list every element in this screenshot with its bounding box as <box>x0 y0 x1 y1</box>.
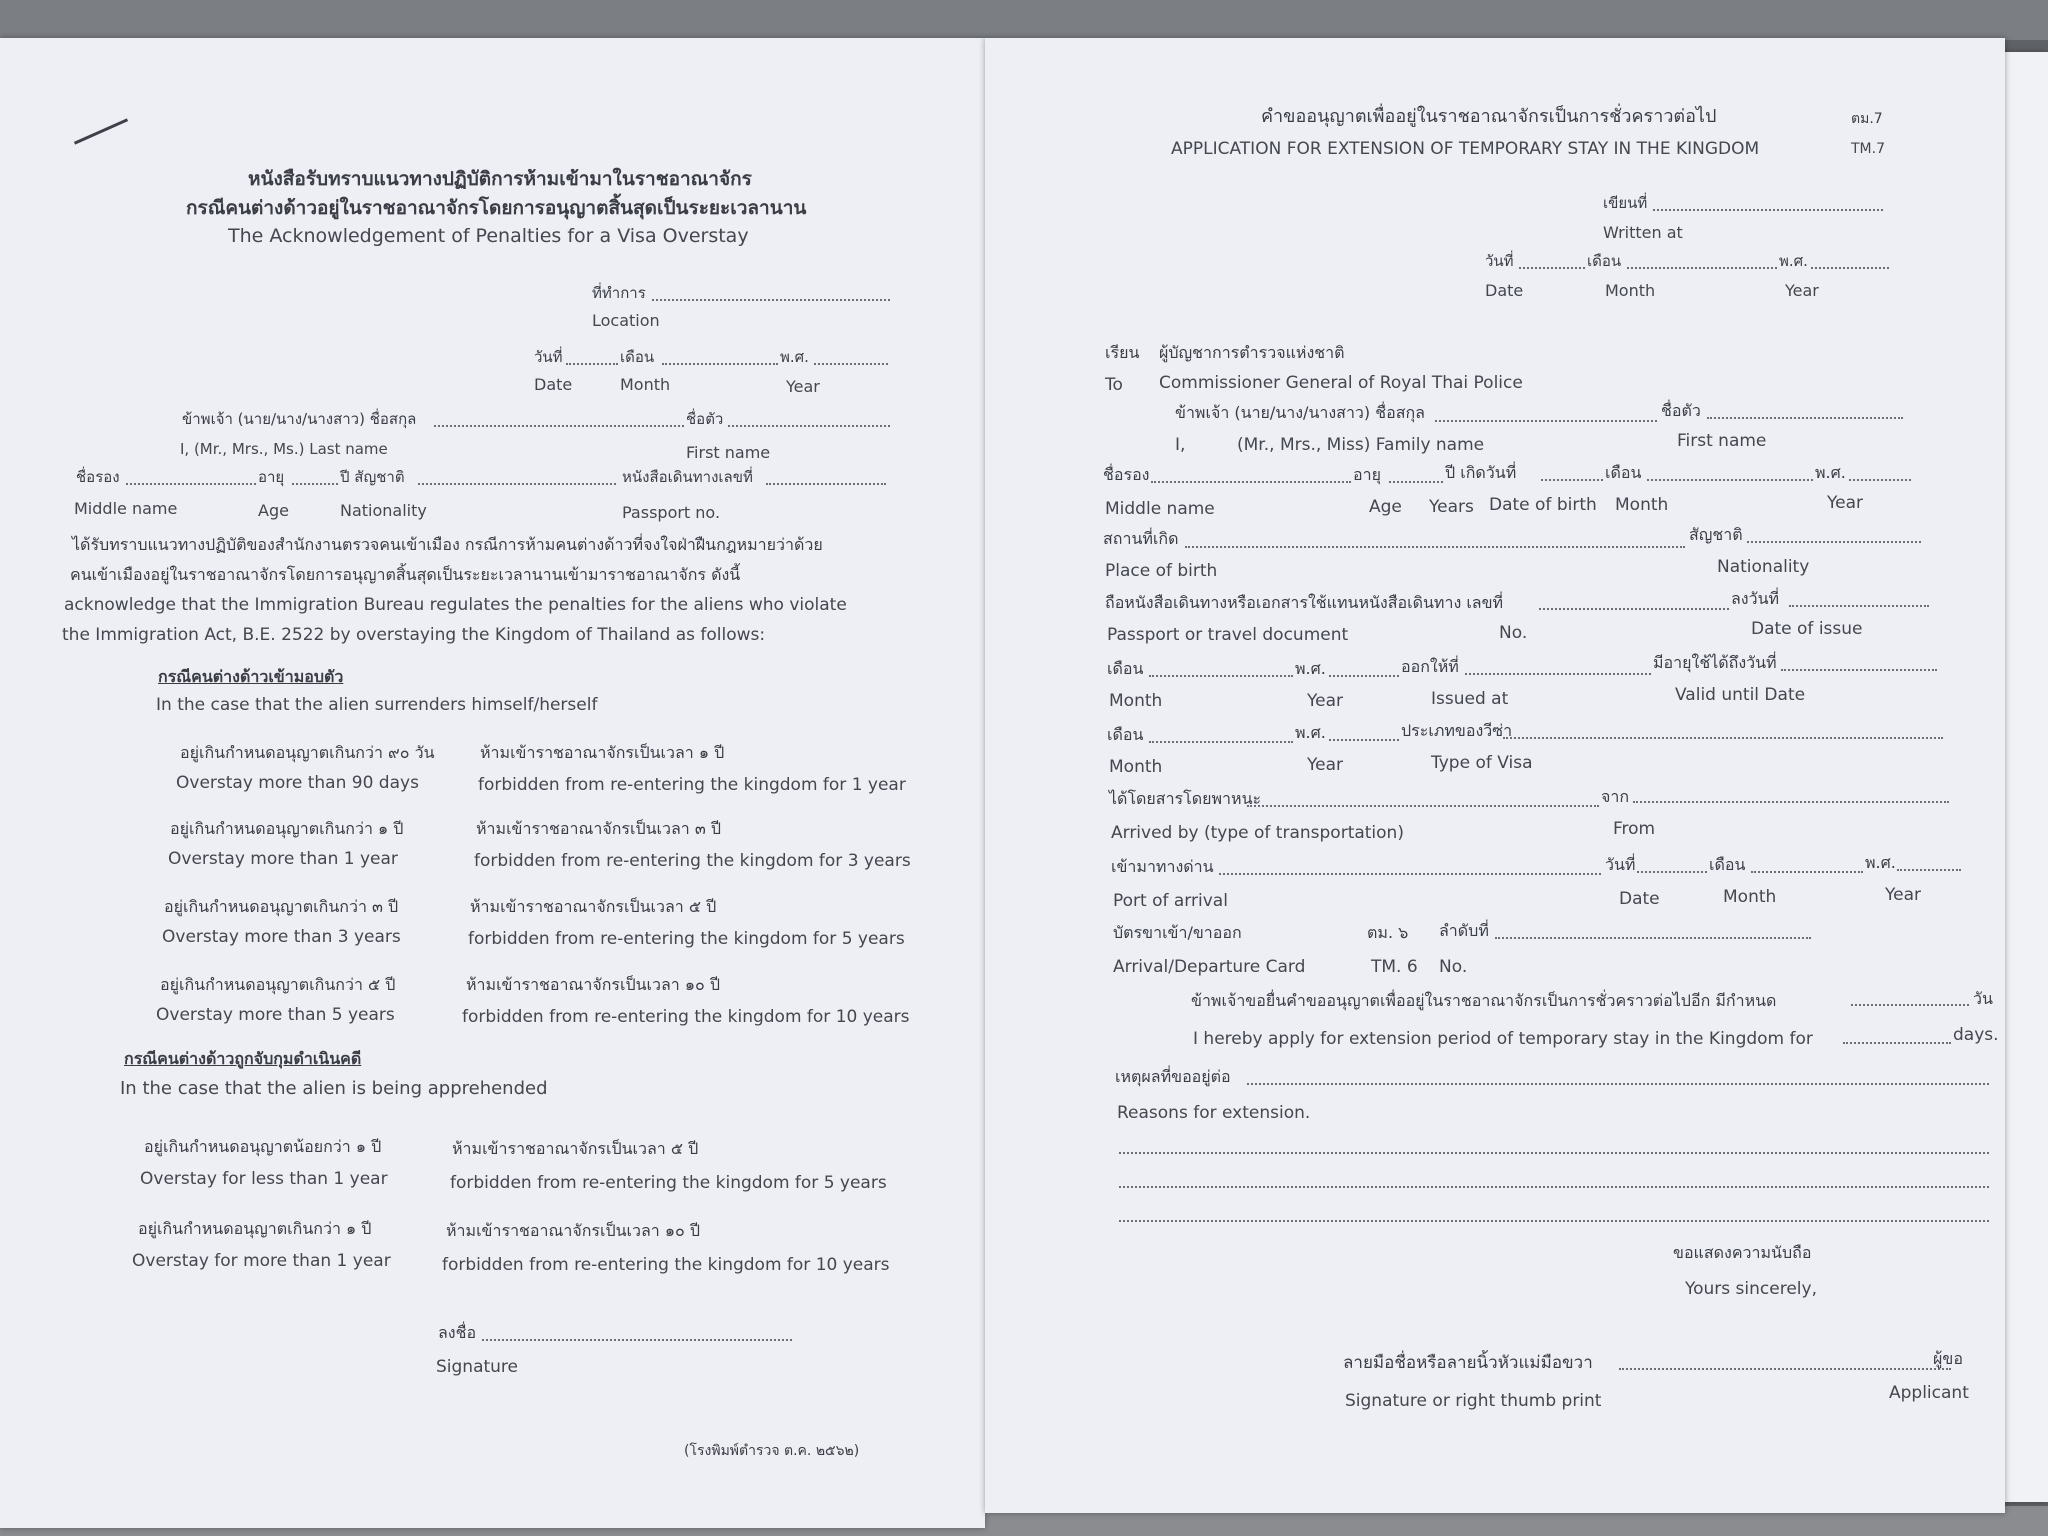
signature-label-en: Signature <box>436 1357 519 1377</box>
month-label-en: Month <box>620 375 671 394</box>
card-label-th: บัตรขาเข้า/ขาออก <box>1113 923 1242 942</box>
date-label-th: วันที่ <box>1485 252 1514 270</box>
written-at-label-th: เขียนที่ <box>1603 194 1648 212</box>
signature-label-th: ลายมือชื่อหรือลายนิ้วหัวแม่มือขวา <box>1343 1353 1593 1373</box>
issued-at-label-en: Issued at <box>1431 689 1509 709</box>
month-label-th: เดือน <box>1587 252 1622 270</box>
from-label-en: From <box>1613 819 1656 839</box>
middle-name-label-th: ชื่อรอง <box>1103 465 1150 484</box>
birth-year-label-en: Year <box>1827 493 1863 513</box>
reason-field-line-3[interactable] <box>1119 1186 1989 1188</box>
age-field[interactable] <box>1389 481 1443 483</box>
valid-until-label-th: มีอายุใช้ได้ถึงวันที่ <box>1653 653 1777 672</box>
month-field[interactable] <box>1627 267 1777 269</box>
first-name-label-th: ชื่อตัว <box>1661 401 1701 420</box>
passport-label-en: Passport or travel document <box>1107 625 1349 645</box>
age-label-en: Age <box>1369 497 1402 517</box>
name-label-th: ข้าพเจ้า (นาย/นาง/นางสาว) ชื่อสกุล <box>182 410 417 428</box>
applicant-label-th: ผู้ขอ <box>1933 1349 1963 1368</box>
closing-th: ขอแสดงความนับถือ <box>1673 1243 1812 1262</box>
date-label-en: Date <box>534 375 573 394</box>
signature-label-en: Signature or right thumb print <box>1345 1391 1602 1411</box>
penalty-th: ห้ามเข้าราชอาณาจักรเป็นเวลา ๑ ปี <box>480 743 725 762</box>
birth-label-th: ปี เกิดวันที่ <box>1445 463 1517 482</box>
birth-year-field[interactable] <box>1849 479 1911 481</box>
issued-at-field[interactable] <box>1465 673 1651 675</box>
port-month-label-en: Month <box>1723 887 1777 907</box>
from-field[interactable] <box>1633 801 1949 803</box>
penalty-th: ห้ามเข้าราชอาณาจักรเป็นเวลา ๑๐ ปี <box>466 975 721 994</box>
form-code-en: TM.7 <box>1851 141 1885 157</box>
port-date-label-th: วันที่ <box>1605 855 1636 874</box>
to-label-th: เรียน <box>1105 343 1140 362</box>
ack-thai-line-2: คนเข้าเมืองอยู่ในราชอาณาจักรโดยการอนุญาตสิ้นสุดเป็นระยะเวลานานเข้ามาราชอาณาจักร ดังนี้ <box>70 565 741 584</box>
date-label-en: Date <box>1485 281 1524 300</box>
birth-month-label-en: Month <box>1615 495 1669 515</box>
condition-th: อยู่เกินกำหนดอนุญาตเกินกว่า ๕ ปี <box>160 975 396 994</box>
penalty-th: ห้ามเข้าราชอาณาจักรเป็นเวลา ๕ ปี <box>452 1139 699 1158</box>
form-code-th: ตม.7 <box>1851 111 1883 127</box>
applicant-label-en: Applicant <box>1889 1383 1969 1403</box>
visa-year-label-en: Year <box>1307 755 1343 775</box>
date-field[interactable] <box>1519 267 1585 269</box>
condition-th: อยู่เกินกำหนดอนุญาตเกินกว่า ๑ ปี <box>138 1219 372 1238</box>
visa-year-label-th: พ.ศ. <box>1295 723 1326 742</box>
birth-month-field[interactable] <box>1647 479 1813 481</box>
penalty-th: ห้ามเข้าราชอาณาจักรเป็นเวลา ๓ ปี <box>476 819 722 838</box>
condition-th: อยู่เกินกำหนดอนุญาตเกินกว่า ๙๐ วัน <box>180 743 435 762</box>
title-thai-line-1: หนังสือรับทราบแนวทางปฏิบัติการห้ามเข้ามาในราชอาณาจักร <box>248 168 752 190</box>
port-month-label-th: เดือน <box>1709 855 1746 874</box>
years-label-en: Years <box>1429 497 1474 517</box>
pob-label-th: สถานที่เกิด <box>1103 529 1179 548</box>
written-at-label-en: Written at <box>1603 223 1683 242</box>
issue-year-label-en: Year <box>1307 691 1343 711</box>
case-apprehended-heading-en: In the case that the alien is being apprehended <box>120 1078 548 1099</box>
age-label-en: Age <box>258 501 289 520</box>
first-name-label-th: ชื่อตัว <box>686 410 724 428</box>
to-label-en: To <box>1105 375 1123 395</box>
signature-label-th: ลงชื่อ <box>438 1323 477 1342</box>
last-name-field[interactable] <box>434 425 684 427</box>
location-label-th: ที่ทำการ <box>592 284 646 302</box>
visa-year-field[interactable] <box>1329 739 1399 741</box>
name-label-en: (Mr., Mrs., Miss) Family name <box>1237 435 1485 455</box>
date-label-th: วันที่ <box>534 348 563 366</box>
year-field[interactable] <box>814 363 888 365</box>
middle-name-label-th: ชื่อรอง <box>76 468 120 486</box>
apply-days-label-th: วัน <box>1973 989 1993 1008</box>
title-thai: คำขออนุญาตเพื่ออยู่ในราชอาณาจักรเป็นการชั่วคราวต่อไป <box>1261 106 1717 127</box>
penalty-en: forbidden from re-entering the kingdom for 3 years <box>474 851 911 871</box>
desk-background-top <box>0 0 2048 40</box>
ack-english-line-1: acknowledge that the Immigration Bureau regulates the penalties for the aliens who violate <box>64 595 847 615</box>
middle-name-field[interactable] <box>1151 481 1351 483</box>
year-label-th: พ.ศ. <box>1779 252 1808 270</box>
month-label-th: เดือน <box>620 348 655 366</box>
pen-mark <box>74 118 128 144</box>
transport-label-en: Arrived by (type of transportation) <box>1111 823 1404 843</box>
issue-year-label-th: พ.ศ. <box>1295 659 1326 678</box>
valid-until-field[interactable] <box>1781 669 1937 671</box>
extension-days-field-en[interactable] <box>1843 1042 1951 1044</box>
issue-month-label-th: เดือน <box>1107 659 1144 678</box>
nationality-label-th: ปี สัญชาติ <box>340 468 405 486</box>
extension-days-field-th[interactable] <box>1851 1004 1969 1006</box>
nationality-field[interactable] <box>1747 541 1921 543</box>
birth-date-field[interactable] <box>1541 479 1603 481</box>
first-name-field[interactable] <box>1707 417 1903 419</box>
card-no-label-th: ลำดับที่ <box>1439 921 1489 940</box>
reason-label-en: Reasons for extension. <box>1117 1103 1311 1123</box>
reason-field-line-2[interactable] <box>1119 1152 1989 1154</box>
penalty-en: forbidden from re-entering the kingdom for 5 years <box>468 929 905 949</box>
age-label-th: อายุ <box>258 468 285 486</box>
pob-field[interactable] <box>1185 546 1685 548</box>
i-label-en: I, <box>1175 435 1186 455</box>
location-field[interactable] <box>652 299 890 301</box>
case-apprehended-heading-th: กรณีคนต่างด้าวถูกจับกุมดำเนินคดี <box>124 1049 362 1068</box>
penalty-en: forbidden from re-entering the kingdom for 10 years <box>462 1007 910 1027</box>
port-date-field[interactable] <box>1637 871 1707 873</box>
middle-name-field[interactable] <box>126 483 256 485</box>
issued-at-label-th: ออกให้ที่ <box>1401 657 1459 676</box>
penalty-en: forbidden from re-entering the kingdom for 10 years <box>442 1255 890 1275</box>
nationality-label-en: Nationality <box>340 501 427 520</box>
issue-date-label-th: ลงวันที่ <box>1731 589 1780 608</box>
condition-en: Overstay for less than 1 year <box>140 1169 388 1189</box>
transport-label-th: ได้โดยสารโดยพาหนะ <box>1109 789 1262 808</box>
apply-text-en: I hereby apply for extension period of temporary stay in the Kingdom for <box>1193 1029 1813 1049</box>
first-name-label-en: First name <box>1677 431 1767 451</box>
penalty-th: ห้ามเข้าราชอาณาจักรเป็นเวลา ๑๐ ปี <box>446 1221 701 1240</box>
passport-field[interactable] <box>766 483 886 485</box>
title-thai-line-2: กรณีคนต่างด้าวอยู่ในราชอาณาจักรโดยการอนุญาตสิ้นสุดเป็นระยะเวลานาน <box>186 197 807 219</box>
port-year-field[interactable] <box>1897 869 1961 871</box>
condition-en: Overstay for more than 1 year <box>132 1251 391 1271</box>
passport-label-th: หนังสือเดินทางเลขที่ <box>622 468 753 486</box>
port-date-label-en: Date <box>1619 889 1660 909</box>
pob-label-en: Place of birth <box>1105 561 1218 581</box>
penalty-en: forbidden from re-entering the kingdom for 1 year <box>478 775 906 795</box>
apply-days-label-en: days. <box>1953 1025 1999 1045</box>
passport-number-field[interactable] <box>1539 608 1729 610</box>
visa-month-label-en: Month <box>1109 757 1163 777</box>
middle-name-label-en: Middle name <box>74 499 178 518</box>
year-label-th: พ.ศ. <box>780 348 809 366</box>
birth-label-en: Date of birth <box>1489 495 1597 515</box>
signature-field[interactable] <box>482 1339 792 1341</box>
visa-type-label-en: Type of Visa <box>1431 753 1533 773</box>
ack-english-line-2: the Immigration Act, B.E. 2522 by overstaying the Kingdom of Thailand as follows: <box>62 625 766 645</box>
penalty-en: forbidden from re-entering the kingdom for 5 years <box>450 1173 887 1193</box>
passport-label-en: Passport no. <box>622 503 721 522</box>
port-label-th: เข้ามาทางด่าน <box>1111 857 1214 876</box>
issue-date-field[interactable] <box>1789 605 1929 607</box>
issue-date-label-en: Date of issue <box>1751 619 1863 639</box>
case-surrender-heading-th: กรณีคนต่างด้าวเข้ามอบตัว <box>158 667 344 686</box>
tm6-label-th: ตม. ๖ <box>1367 923 1409 942</box>
age-label-th: อายุ <box>1353 465 1381 484</box>
nationality-field[interactable] <box>418 483 616 485</box>
recipient-th: ผู้บัญชาการตำรวจแห่งชาติ <box>1159 343 1345 362</box>
reason-label-th: เหตุผลที่ขออยู่ต่อ <box>1115 1067 1231 1086</box>
month-field[interactable] <box>662 363 778 365</box>
name-label-th: ข้าพเจ้า (นาย/นาง/นางสาว) ชื่อสกุล <box>1175 403 1425 422</box>
from-label-th: จาก <box>1601 787 1630 806</box>
case-surrender-heading-en: In the case that the alien surrenders himself/herself <box>156 695 598 715</box>
transport-field[interactable] <box>1247 805 1599 807</box>
visa-type-field[interactable] <box>1503 737 1943 739</box>
port-label-en: Port of arrival <box>1113 891 1228 911</box>
card-label-en: Arrival/Departure Card <box>1113 957 1306 977</box>
year-label-en: Year <box>786 377 820 396</box>
closing-en: Yours sincerely, <box>1685 1279 1817 1299</box>
printer-footer: (โรงพิมพ์ตำรวจ ต.ค. ๒๕๖๒) <box>684 1443 860 1459</box>
month-label-en: Month <box>1605 281 1656 300</box>
issue-month-field[interactable] <box>1149 675 1293 677</box>
penalty-th: ห้ามเข้าราชอาณาจักรเป็นเวลา ๕ ปี <box>470 897 717 916</box>
visa-month-field[interactable] <box>1149 741 1293 743</box>
ack-thai-line-1: ได้รับทราบแนวทางปฏิบัติของสำนักงานตรวจคนเข้าเมือง กรณีการห้ามคนต่างด้าวที่จงใจฝ่าฝืนกฎหมายว่าด้วย <box>72 535 823 554</box>
birth-year-label-th: พ.ศ. <box>1815 463 1846 482</box>
nationality-label-en: Nationality <box>1717 557 1810 577</box>
passport-label-th: ถือหนังสือเดินทางหรือเอกสารใช้แทนหนังสือเดินทาง เลขที่ <box>1105 593 1504 612</box>
issue-month-label-en: Month <box>1109 691 1163 711</box>
condition-th: อยู่เกินกำหนดอนุญาตเกินกว่า ๑ ปี <box>170 819 404 838</box>
reason-field-line-1[interactable] <box>1247 1083 1989 1085</box>
written-at-field[interactable] <box>1653 209 1883 211</box>
title-english: The Acknowledgement of Penalties for a Visa Overstay <box>228 225 749 247</box>
date-field[interactable] <box>566 363 618 365</box>
port-month-field[interactable] <box>1751 871 1863 873</box>
condition-en: Overstay more than 5 years <box>156 1005 395 1025</box>
valid-until-label-en: Valid until Date <box>1675 685 1806 705</box>
tm7-extension-application-form <box>985 38 2005 1513</box>
visa-month-label-th: เดือน <box>1107 725 1144 744</box>
first-name-field[interactable] <box>728 425 890 427</box>
age-field[interactable] <box>292 483 338 485</box>
family-name-field[interactable] <box>1435 420 1657 422</box>
condition-en: Overstay more than 1 year <box>168 849 398 869</box>
card-no-label-en: No. <box>1439 957 1468 977</box>
overstay-acknowledgement-form <box>0 38 985 1528</box>
passport-no-label-en: No. <box>1499 623 1528 643</box>
year-label-en: Year <box>1785 281 1819 300</box>
apply-text-th: ข้าพเจ้าขอยื่นคำขออนุญาตเพื่ออยู่ในราชอาณาจักรเป็นการชั่วคราวต่อไปอีก มีกำหนด <box>1191 991 1777 1010</box>
year-field[interactable] <box>1811 267 1889 269</box>
location-label-en: Location <box>592 311 660 330</box>
port-year-label-th: พ.ศ. <box>1865 853 1896 872</box>
first-name-label-en: First name <box>686 443 771 462</box>
port-year-label-en: Year <box>1885 885 1921 905</box>
name-label-en: I, (Mr., Mrs., Ms.) Last name <box>180 440 388 458</box>
condition-th: อยู่เกินกำหนดอนุญาตเกินกว่า ๓ ปี <box>164 897 399 916</box>
visa-type-label-th: ประเภทของวีซ่า <box>1401 721 1513 740</box>
condition-en: Overstay more than 90 days <box>176 773 419 793</box>
port-field[interactable] <box>1219 873 1601 875</box>
recipient-en: Commissioner General of Royal Thai Police <box>1159 373 1523 393</box>
condition-en: Overstay more than 3 years <box>162 927 401 947</box>
card-no-field[interactable] <box>1495 937 1811 939</box>
issue-year-field[interactable] <box>1329 675 1399 677</box>
reason-field-line-4[interactable] <box>1119 1220 1989 1222</box>
middle-name-label-en: Middle name <box>1105 499 1215 519</box>
applicant-signature-field[interactable] <box>1619 1368 1951 1370</box>
condition-th: อยู่เกินกำหนดอนุญาตน้อยกว่า ๑ ปี <box>144 1137 382 1156</box>
tm6-label-en: TM. 6 <box>1371 957 1418 977</box>
birth-month-label-th: เดือน <box>1605 463 1642 482</box>
title-english: APPLICATION FOR EXTENSION OF TEMPORARY STAY IN THE KINGDOM <box>1171 139 1760 159</box>
nationality-label-th: สัญชาติ <box>1689 525 1743 544</box>
